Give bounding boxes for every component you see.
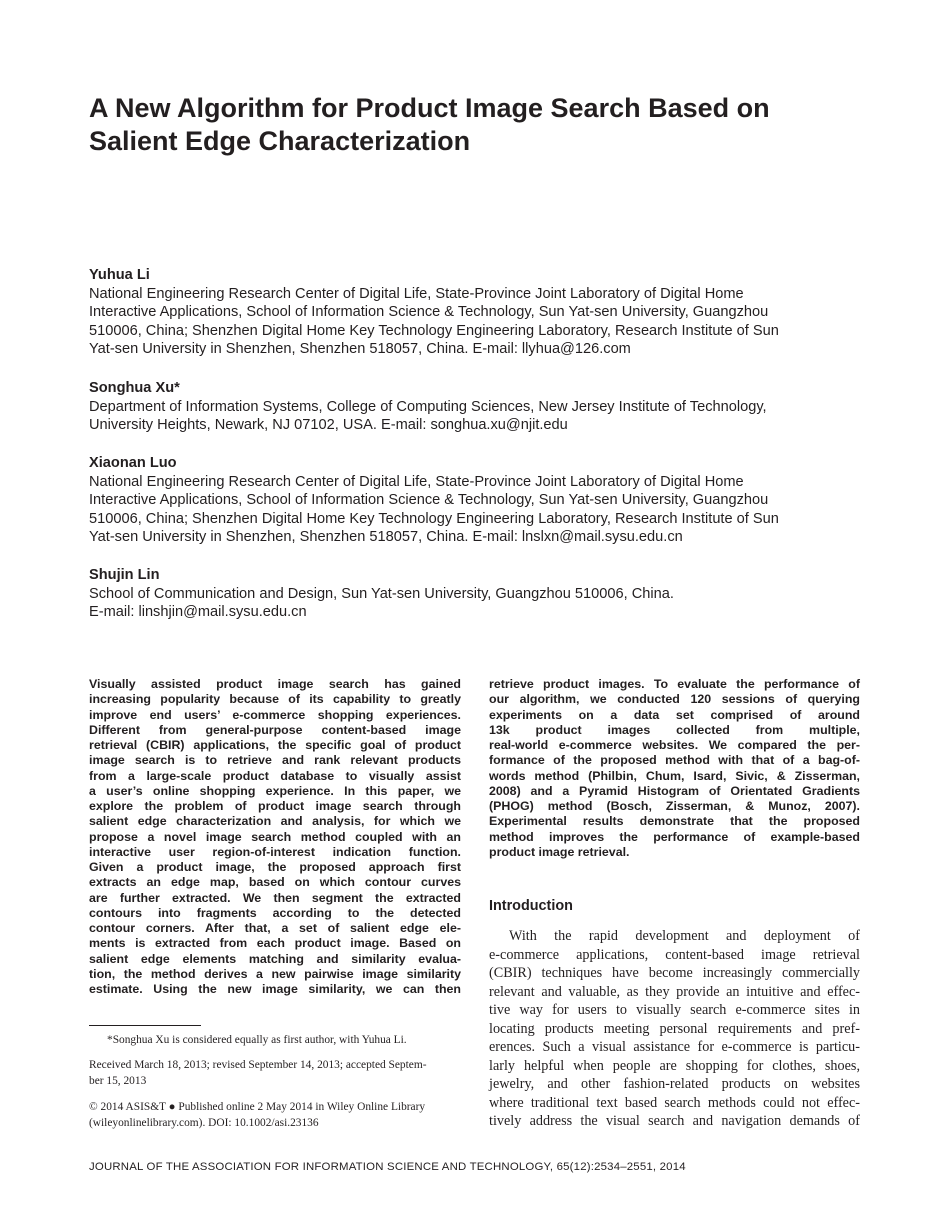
body-line: tively address the visual search and navigation demands of	[489, 1113, 860, 1129]
body-line: larly helpful when people are shopping for clothes, shoes,	[489, 1057, 860, 1074]
copyright-footnote	[89, 1100, 461, 1131]
footnote-line: Received March 18, 2013; revised September 14, 2013; accepted Septem-	[89, 1059, 427, 1071]
abstract-line: retrieve product images. To evaluate the performance of	[489, 677, 860, 691]
abstract-line: propose a novel image search method coupled with an	[89, 829, 461, 844]
footnote-line: © 2014 ASIS&T ● Published online 2 May 2014 in Wiley Online Library	[89, 1101, 426, 1113]
author-block	[89, 454, 879, 547]
body-line: With the rapid development and deployment of	[509, 928, 860, 944]
abstract-right-column	[489, 677, 860, 860]
abstract-line: a user’s online shopping experience. In this paper, we	[89, 783, 461, 798]
author-affiliation-line: Interactive Applications, School of Information Science & Technology, Sun Yat-sen University, Guangzhou	[89, 304, 769, 321]
abstract-line: experiments on a data set comprised of around	[489, 707, 860, 722]
abstract-line: salient edge elements matching and similarity evalua-	[89, 951, 461, 966]
body-line: (CBIR) techniques have become increasingly commercially	[489, 965, 860, 981]
author-affiliation-line: Yat-sen University in Shenzhen, Shenzhen 518057, China. E-mail: lnslxn@mail.sysu.edu.cn	[89, 529, 683, 546]
abstract-line: formance of the proposed method with that of a bag-of-	[489, 753, 860, 768]
abstract-left-column	[89, 677, 461, 997]
received-dates-footnote	[89, 1058, 461, 1089]
footnote-line: *Songhua Xu is considered equally as first author, with Yuhua Li.	[107, 1034, 407, 1046]
author-block	[89, 379, 879, 435]
abstract-line: explore the problem of product image search through	[89, 799, 461, 813]
author-affiliation-line: University Heights, Newark, NJ 07102, USA. E-mail: songhua.xu@njit.edu	[89, 417, 568, 434]
author-affiliation-line: 510006, China; Shenzhen Digital Home Key Technology Engineering Laboratory, Research Institute of Sun	[89, 322, 779, 339]
abstract-line: are further extracted. We then segment the extracted	[89, 890, 461, 905]
abstract-line: estimate. Using the new image similarity, we can then	[89, 982, 461, 996]
abstract-line: from a large-scale product database to visually assist	[89, 768, 461, 783]
abstract-line: Visually assisted product image search has gained	[89, 677, 461, 691]
author-block	[89, 266, 879, 359]
abstract-line: tion, the method derives a new pairwise image similarity	[89, 966, 461, 981]
author-name: Shujin Lin	[89, 567, 160, 583]
author-affiliation-line: Interactive Applications, School of Information Science & Technology, Sun Yat-sen University, Guangzhou	[89, 492, 769, 509]
equal-contribution-footnote	[89, 1033, 461, 1049]
body-line: locating products meeting personal requirements and pref-	[489, 1020, 860, 1037]
author-affiliation-line: Department of Information Systems, College of Computing Sciences, New Jersey Institute of Technology,	[89, 398, 767, 415]
author-affiliation-line: National Engineering Research Center of Digital Life, State-Province Joint Laboratory of Digital Home	[89, 473, 744, 490]
abstract-line: increasing popularity because of its capability to greatly	[89, 692, 461, 707]
title-line: A New Algorithm for Product Image Search Based on	[89, 93, 770, 123]
abstract-line: 2008) and a Pyramid Histogram of Orientated Gradients	[489, 783, 860, 798]
body-line: erences. Such a visual assistance for e-commerce is particu-	[489, 1039, 860, 1055]
abstract-line: salient edge characterization and analysis, for which we	[89, 814, 461, 829]
author-affiliation-line: National Engineering Research Center of Digital Life, State-Province Joint Laboratory of Digital Home	[89, 285, 744, 302]
title-line: Salient Edge Characterization	[89, 126, 471, 156]
author-affiliation-line: E-mail: linshjin@mail.sysu.edu.cn	[89, 604, 307, 621]
author-affiliation-line: School of Communication and Design, Sun Yat-sen University, Guangzhou 510006, China.	[89, 585, 674, 602]
body-line: tive way for users to visually search e-commerce sites in	[489, 1002, 860, 1018]
author-name: Yuhua Li	[89, 267, 150, 283]
abstract-line: Given a product image, the proposed approach first	[89, 860, 461, 874]
footnote-divider	[89, 1025, 201, 1026]
abstract-line: our algorithm, we conducted 120 sessions of querying	[489, 692, 860, 707]
introduction-body	[489, 927, 860, 1131]
abstract-line: interactive user region-of-interest indication function.	[89, 844, 461, 859]
abstract-line: contour corners. After that, a set of salient edge ele-	[89, 921, 461, 935]
abstract-line: 13k product images collected from multiple,	[489, 722, 860, 737]
body-line: jewelry, and other fashion-related products on websites	[489, 1076, 860, 1092]
abstract-line: method improves the performance of example-based	[489, 829, 860, 844]
footnote-line: (wileyonlinelibrary.com). DOI: 10.1002/asi.23136	[89, 1116, 319, 1129]
body-line: e-commerce applications, content-based image retrieval	[489, 946, 860, 963]
journal-running-footer: JOURNAL OF THE ASSOCIATION FOR INFORMATION SCIENCE AND TECHNOLOGY, 65(12):2534–2551, 2014	[89, 1161, 686, 1173]
abstract-line: image search is to retrieve and rank relevant products	[89, 753, 461, 768]
abstract-line: real-world e-commerce websites. We compared the per-	[489, 738, 860, 752]
author-name: Songhua Xu*	[89, 380, 180, 396]
author-block	[89, 566, 879, 622]
abstract-line: extracts an edge map, based on which contour curves	[89, 875, 461, 890]
abstract-line: improve end users’ e-commerce shopping experiences.	[89, 707, 461, 722]
abstract-line: retrieval (CBIR) applications, the specific goal of product	[89, 738, 461, 752]
paper-title	[89, 92, 869, 158]
body-line: where traditional text based search methods could not effec-	[489, 1094, 860, 1111]
abstract-line: product image retrieval.	[489, 844, 630, 859]
abstract-line: Different from general-purpose content-based image	[89, 722, 461, 737]
abstract-line: words method (Philbin, Chum, Isard, Sivic, & Zisserman,	[489, 768, 860, 783]
abstract-line: ments is extracted from each product image. Based on	[89, 936, 461, 951]
abstract-line: (PHOG) method (Bosch, Zisserman, & Munoz, 2007).	[489, 799, 860, 813]
footnote-line: ber 15, 2013	[89, 1074, 147, 1087]
author-name: Xiaonan Luo	[89, 455, 177, 471]
section-heading-introduction: Introduction	[489, 898, 573, 914]
author-affiliation-line: 510006, China; Shenzhen Digital Home Key Technology Engineering Laboratory, Research Institute of Sun	[89, 510, 779, 527]
body-line: relevant and valuable, as they provide an intuitive and effec-	[489, 983, 860, 1000]
author-affiliation-line: Yat-sen University in Shenzhen, Shenzhen 518057, China. E-mail: llyhua@126.com	[89, 341, 631, 358]
abstract-line: Experimental results demonstrate that the proposed	[489, 814, 860, 829]
abstract-line: contours into fragments according to the detected	[89, 905, 461, 920]
